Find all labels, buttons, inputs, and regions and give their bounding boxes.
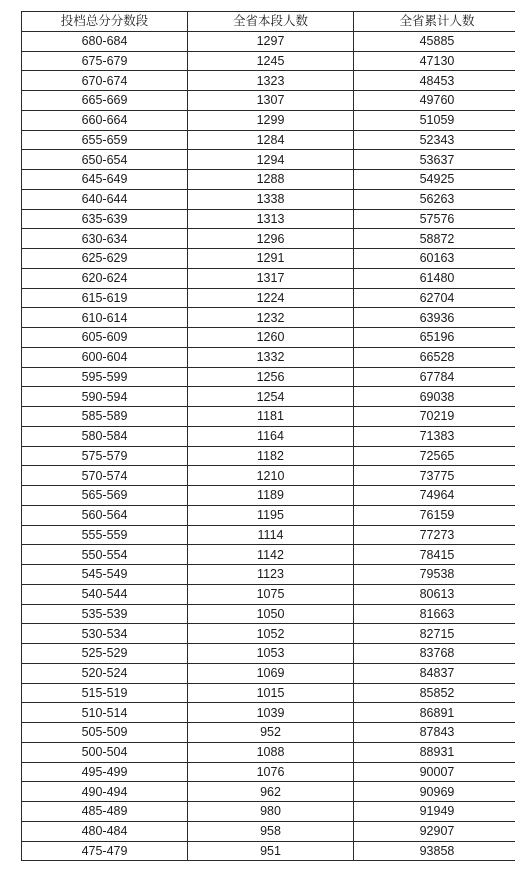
cumulative-count-cell: 77273 <box>354 525 515 545</box>
header-segment-count: 全省本段人数 <box>188 12 354 32</box>
segment-count-cell: 1075 <box>188 584 354 604</box>
segment-count-cell: 1123 <box>188 565 354 585</box>
segment-count-cell: 1210 <box>188 466 354 486</box>
score-range-cell: 635-639 <box>22 209 188 229</box>
table-row <box>22 762 515 782</box>
cumulative-count-cell: 78415 <box>354 545 515 565</box>
table-row <box>22 723 515 743</box>
table-row <box>22 150 515 170</box>
score-range-cell: 515-519 <box>22 683 188 703</box>
score-range-cell: 475-479 <box>22 841 188 861</box>
score-range-cell: 595-599 <box>22 367 188 387</box>
score-range-cell: 565-569 <box>22 486 188 506</box>
segment-count-cell: 1317 <box>188 268 354 288</box>
segment-count-cell: 1015 <box>188 683 354 703</box>
cumulative-count-cell: 60163 <box>354 249 515 269</box>
score-range-cell: 495-499 <box>22 762 188 782</box>
cumulative-count-cell: 73775 <box>354 466 515 486</box>
table-row <box>22 268 515 288</box>
cumulative-count-cell: 58872 <box>354 229 515 249</box>
score-range-cell: 485-489 <box>22 802 188 822</box>
score-range-cell: 680-684 <box>22 31 188 51</box>
segment-count-cell: 1039 <box>188 703 354 723</box>
score-range-cell: 670-674 <box>22 71 188 91</box>
cumulative-count-cell: 62704 <box>354 288 515 308</box>
cumulative-count-cell: 87843 <box>354 723 515 743</box>
segment-count-cell: 1181 <box>188 407 354 427</box>
table-row <box>22 91 515 111</box>
cumulative-count-cell: 90007 <box>354 762 515 782</box>
segment-count-cell: 1291 <box>188 249 354 269</box>
segment-count-cell: 1195 <box>188 505 354 525</box>
cumulative-count-cell: 90969 <box>354 782 515 802</box>
table-row <box>22 170 515 190</box>
segment-count-cell: 1050 <box>188 604 354 624</box>
segment-count-cell: 1189 <box>188 486 354 506</box>
table-row <box>22 802 515 822</box>
cumulative-count-cell: 54925 <box>354 170 515 190</box>
cumulative-count-cell: 91949 <box>354 802 515 822</box>
table-header-row <box>22 12 515 32</box>
segment-count-cell: 1164 <box>188 426 354 446</box>
segment-count-cell: 1256 <box>188 367 354 387</box>
score-range-cell: 640-644 <box>22 189 188 209</box>
segment-count-cell: 1296 <box>188 229 354 249</box>
table-row <box>22 663 515 683</box>
segment-count-cell: 1332 <box>188 347 354 367</box>
segment-count-cell: 1294 <box>188 150 354 170</box>
segment-count-cell: 1076 <box>188 762 354 782</box>
cumulative-count-cell: 47130 <box>354 51 515 71</box>
cumulative-count-cell: 48453 <box>354 71 515 91</box>
score-range-cell: 535-539 <box>22 604 188 624</box>
segment-count-cell: 958 <box>188 821 354 841</box>
table-row <box>22 604 515 624</box>
cumulative-count-cell: 70219 <box>354 407 515 427</box>
score-range-cell: 500-504 <box>22 742 188 762</box>
table-row <box>22 821 515 841</box>
score-range-cell: 570-574 <box>22 466 188 486</box>
score-range-cell: 675-679 <box>22 51 188 71</box>
score-range-cell: 610-614 <box>22 308 188 328</box>
segment-count-cell: 1254 <box>188 387 354 407</box>
score-range-cell: 505-509 <box>22 723 188 743</box>
cumulative-count-cell: 67784 <box>354 367 515 387</box>
cumulative-count-cell: 45885 <box>354 31 515 51</box>
table-row <box>22 288 515 308</box>
segment-count-cell: 1114 <box>188 525 354 545</box>
score-range-cell: 555-559 <box>22 525 188 545</box>
score-range-cell: 630-634 <box>22 229 188 249</box>
cumulative-count-cell: 51059 <box>354 110 515 130</box>
table-body <box>22 31 515 861</box>
cumulative-count-cell: 92907 <box>354 821 515 841</box>
cumulative-count-cell: 65196 <box>354 328 515 348</box>
header-score-range: 投档总分分数段 <box>22 12 188 32</box>
cumulative-count-cell: 66528 <box>354 347 515 367</box>
segment-count-cell: 1307 <box>188 91 354 111</box>
score-distribution-sheet <box>21 11 515 861</box>
table-row <box>22 71 515 91</box>
table-row <box>22 565 515 585</box>
cumulative-count-cell: 85852 <box>354 683 515 703</box>
segment-count-cell: 1288 <box>188 170 354 190</box>
segment-count-cell: 1284 <box>188 130 354 150</box>
score-range-cell: 600-604 <box>22 347 188 367</box>
cumulative-count-cell: 80613 <box>354 584 515 604</box>
score-distribution-table <box>21 11 515 861</box>
score-range-cell: 520-524 <box>22 663 188 683</box>
table-row <box>22 782 515 802</box>
table-row <box>22 742 515 762</box>
segment-count-cell: 980 <box>188 802 354 822</box>
segment-count-cell: 1260 <box>188 328 354 348</box>
table-row <box>22 426 515 446</box>
cumulative-count-cell: 72565 <box>354 446 515 466</box>
score-range-cell: 480-484 <box>22 821 188 841</box>
table-row <box>22 407 515 427</box>
score-range-cell: 580-584 <box>22 426 188 446</box>
table-row <box>22 31 515 51</box>
cumulative-count-cell: 57576 <box>354 209 515 229</box>
cumulative-count-cell: 82715 <box>354 624 515 644</box>
table-row <box>22 51 515 71</box>
score-range-cell: 665-669 <box>22 91 188 111</box>
table-row <box>22 624 515 644</box>
score-range-cell: 550-554 <box>22 545 188 565</box>
score-range-cell: 650-654 <box>22 150 188 170</box>
table-row <box>22 110 515 130</box>
cumulative-count-cell: 71383 <box>354 426 515 446</box>
table-row <box>22 841 515 861</box>
table-row <box>22 545 515 565</box>
score-range-cell: 510-514 <box>22 703 188 723</box>
table-row <box>22 505 515 525</box>
table-row <box>22 466 515 486</box>
segment-count-cell: 1182 <box>188 446 354 466</box>
segment-count-cell: 1088 <box>188 742 354 762</box>
cumulative-count-cell: 53637 <box>354 150 515 170</box>
score-range-cell: 590-594 <box>22 387 188 407</box>
table-row <box>22 644 515 664</box>
cumulative-count-cell: 49760 <box>354 91 515 111</box>
table-row <box>22 328 515 348</box>
score-range-cell: 625-629 <box>22 249 188 269</box>
cumulative-count-cell: 52343 <box>354 130 515 150</box>
segment-count-cell: 1142 <box>188 545 354 565</box>
cumulative-count-cell: 84837 <box>354 663 515 683</box>
score-range-cell: 615-619 <box>22 288 188 308</box>
table-row <box>22 130 515 150</box>
cumulative-count-cell: 56263 <box>354 189 515 209</box>
cumulative-count-cell: 83768 <box>354 644 515 664</box>
segment-count-cell: 1338 <box>188 189 354 209</box>
table-row <box>22 703 515 723</box>
cumulative-count-cell: 81663 <box>354 604 515 624</box>
score-range-cell: 645-649 <box>22 170 188 190</box>
segment-count-cell: 1069 <box>188 663 354 683</box>
segment-count-cell: 962 <box>188 782 354 802</box>
score-range-cell: 660-664 <box>22 110 188 130</box>
table-row <box>22 308 515 328</box>
score-range-cell: 585-589 <box>22 407 188 427</box>
cumulative-count-cell: 79538 <box>354 565 515 585</box>
table-row <box>22 525 515 545</box>
segment-count-cell: 1299 <box>188 110 354 130</box>
score-range-cell: 560-564 <box>22 505 188 525</box>
cumulative-count-cell: 69038 <box>354 387 515 407</box>
cumulative-count-cell: 86891 <box>354 703 515 723</box>
table-row <box>22 347 515 367</box>
score-range-cell: 525-529 <box>22 644 188 664</box>
segment-count-cell: 1232 <box>188 308 354 328</box>
segment-count-cell: 1053 <box>188 644 354 664</box>
cumulative-count-cell: 61480 <box>354 268 515 288</box>
table-row <box>22 584 515 604</box>
table-row <box>22 249 515 269</box>
header-cumulative-count: 全省累计人数 <box>354 12 515 32</box>
segment-count-cell: 1323 <box>188 71 354 91</box>
table-row <box>22 209 515 229</box>
score-range-cell: 575-579 <box>22 446 188 466</box>
cumulative-count-cell: 74964 <box>354 486 515 506</box>
segment-count-cell: 1245 <box>188 51 354 71</box>
table-row <box>22 486 515 506</box>
score-range-cell: 620-624 <box>22 268 188 288</box>
table-row <box>22 683 515 703</box>
cumulative-count-cell: 76159 <box>354 505 515 525</box>
score-range-cell: 655-659 <box>22 130 188 150</box>
table-row <box>22 189 515 209</box>
cumulative-count-cell: 88931 <box>354 742 515 762</box>
segment-count-cell: 1313 <box>188 209 354 229</box>
score-range-cell: 545-549 <box>22 565 188 585</box>
score-range-cell: 540-544 <box>22 584 188 604</box>
segment-count-cell: 1052 <box>188 624 354 644</box>
table-row <box>22 229 515 249</box>
cumulative-count-cell: 63936 <box>354 308 515 328</box>
segment-count-cell: 1224 <box>188 288 354 308</box>
score-range-cell: 490-494 <box>22 782 188 802</box>
score-range-cell: 605-609 <box>22 328 188 348</box>
table-row <box>22 367 515 387</box>
cumulative-count-cell: 93858 <box>354 841 515 861</box>
table-row <box>22 446 515 466</box>
table-row <box>22 387 515 407</box>
segment-count-cell: 952 <box>188 723 354 743</box>
segment-count-cell: 1297 <box>188 31 354 51</box>
segment-count-cell: 951 <box>188 841 354 861</box>
score-range-cell: 530-534 <box>22 624 188 644</box>
